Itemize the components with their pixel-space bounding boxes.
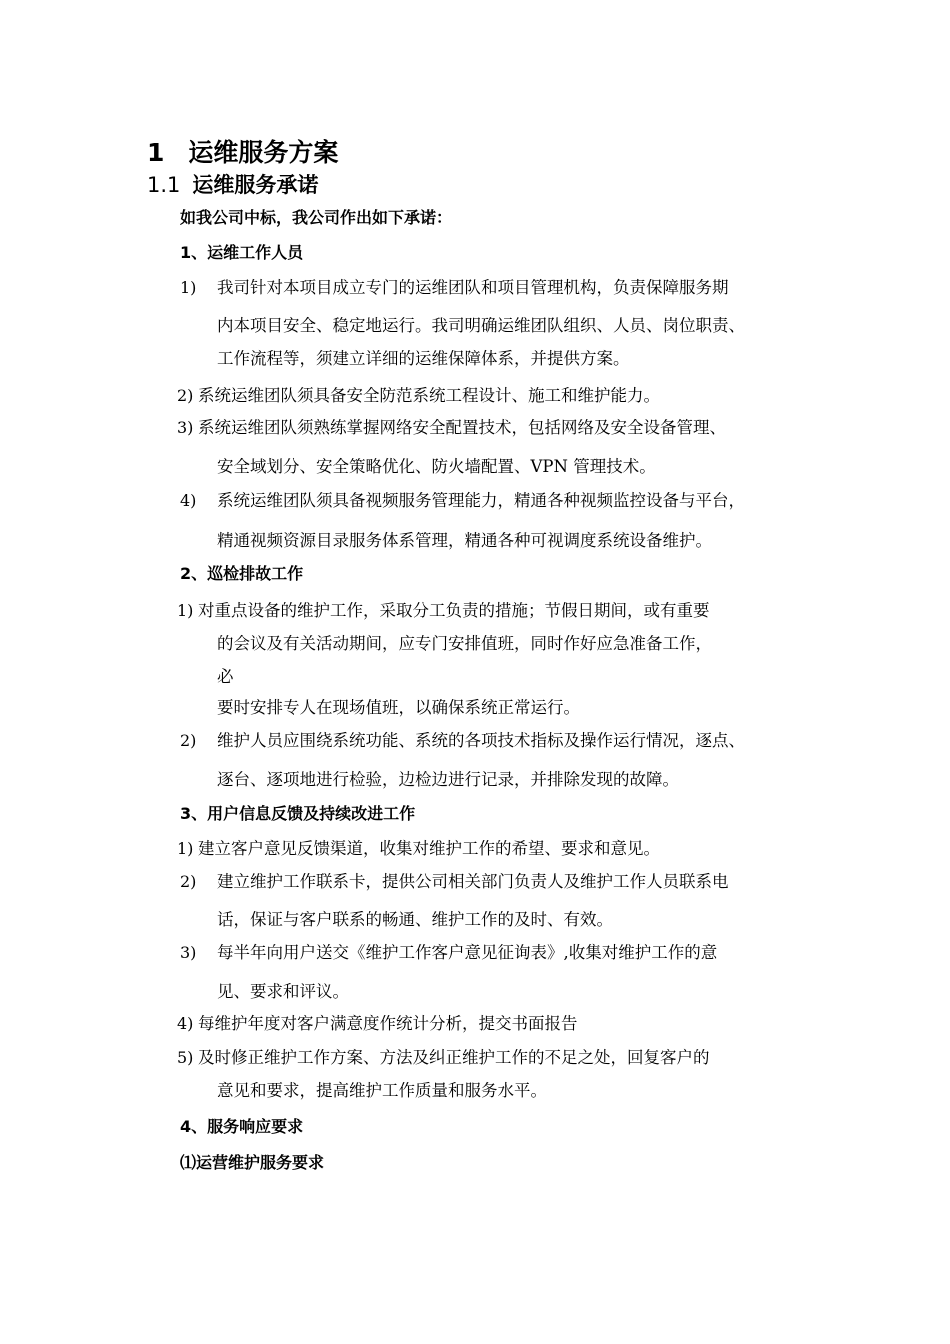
section-title: 4、服务响应要求 <box>180 1117 304 1136</box>
heading-2 <box>147 175 318 196</box>
section-title: 2、巡检排故工作 <box>180 564 304 583</box>
item-line: 安全域划分、安全策略优化、防火墙配置、VPN 管理技术。 <box>217 457 656 476</box>
heading-1 <box>147 140 338 165</box>
item-line: 意见和要求，提高维护工作质量和服务水平。 <box>217 1081 547 1100</box>
item-line: 系统运维团队须具备安全防范系统工程设计、施工和维护能力。 <box>198 386 660 405</box>
item-line: 系统运维团队须具备视频服务管理能力，精通各种视频监控设备与平台， <box>217 491 745 510</box>
item-line: 精通视频资源目录服务体系管理，精通各种可视调度系统设备维护。 <box>217 531 712 550</box>
item-number: 3) <box>180 943 197 962</box>
item-line: 建立客户意见反馈渠道，收集对维护工作的希望、要求和意见。 <box>198 839 660 858</box>
item-line: 话，保证与客户联系的畅通、维护工作的及时、有效。 <box>217 910 613 929</box>
item-number: 4) <box>177 1014 194 1033</box>
item-number: 2) <box>177 386 194 405</box>
item-number: 2) <box>180 731 197 750</box>
item-line: 要时安排专人在现场值班，以确保系统正常运行。 <box>217 698 580 717</box>
heading-2-number: 1.1 <box>147 173 181 197</box>
item-line: 内本项目安全、稳定地运行。我司明确运维团队组织、人员、岗位职责、 <box>217 316 745 335</box>
heading-2-text: 运维服务承诺 <box>192 173 319 197</box>
subheading: ⑴运营维护服务要求 <box>180 1153 325 1172</box>
heading-1-text: 运维服务方案 <box>188 138 339 167</box>
item-line: 我司针对本项目成立专门的运维团队和项目管理机构，负责保障服务期 <box>217 278 729 297</box>
item-line: 维护人员应围绕系统功能、系统的各项技术指标及操作运行情况，逐点、 <box>217 731 745 750</box>
item-number: 4) <box>180 491 197 510</box>
item-line: 每维护年度对客户满意度作统计分析，提交书面报告 <box>198 1014 578 1033</box>
item-line: 每半年向用户送交《维护工作客户意见征询表》,收集对维护工作的意 <box>217 943 718 962</box>
item-line: 的会议及有关活动期间，应专门安排值班，同时作好应急准备工作， <box>217 634 712 653</box>
item-line: 建立维护工作联系卡，提供公司相关部门负责人及维护工作人员联系电 <box>217 872 729 891</box>
item-number: 1) <box>180 278 197 297</box>
item-line: 工作流程等，须建立详细的运维保障体系，并提供方案。 <box>217 349 630 368</box>
item-line: 逐台、逐项地进行检验，边检边进行记录，并排除发现的故障。 <box>217 770 679 789</box>
item-number: 2) <box>180 872 197 891</box>
item-number: 1) <box>177 601 194 620</box>
item-line: 及时修正维护工作方案、方法及纠正维护工作的不足之处，回复客户的 <box>198 1048 710 1067</box>
item-line: 系统运维团队须熟练掌握网络安全配置技术，包括网络及安全设备管理、 <box>198 418 726 437</box>
item-number: 1) <box>177 839 194 858</box>
item-line: 见、要求和评议。 <box>217 982 349 1001</box>
heading-1-number: 1 <box>147 138 165 167</box>
item-number: 3) <box>177 418 194 437</box>
section-title: 3、用户信息反馈及持续改进工作 <box>180 804 416 823</box>
intro-text: 如我公司中标，我公司作出如下承诺： <box>180 208 453 227</box>
item-line: 必 <box>217 667 234 686</box>
section-title: 1、运维工作人员 <box>180 243 304 262</box>
item-line: 对重点设备的维护工作，采取分工负责的措施；节假日期间，或有重要 <box>198 601 710 620</box>
item-number: 5) <box>177 1048 194 1067</box>
